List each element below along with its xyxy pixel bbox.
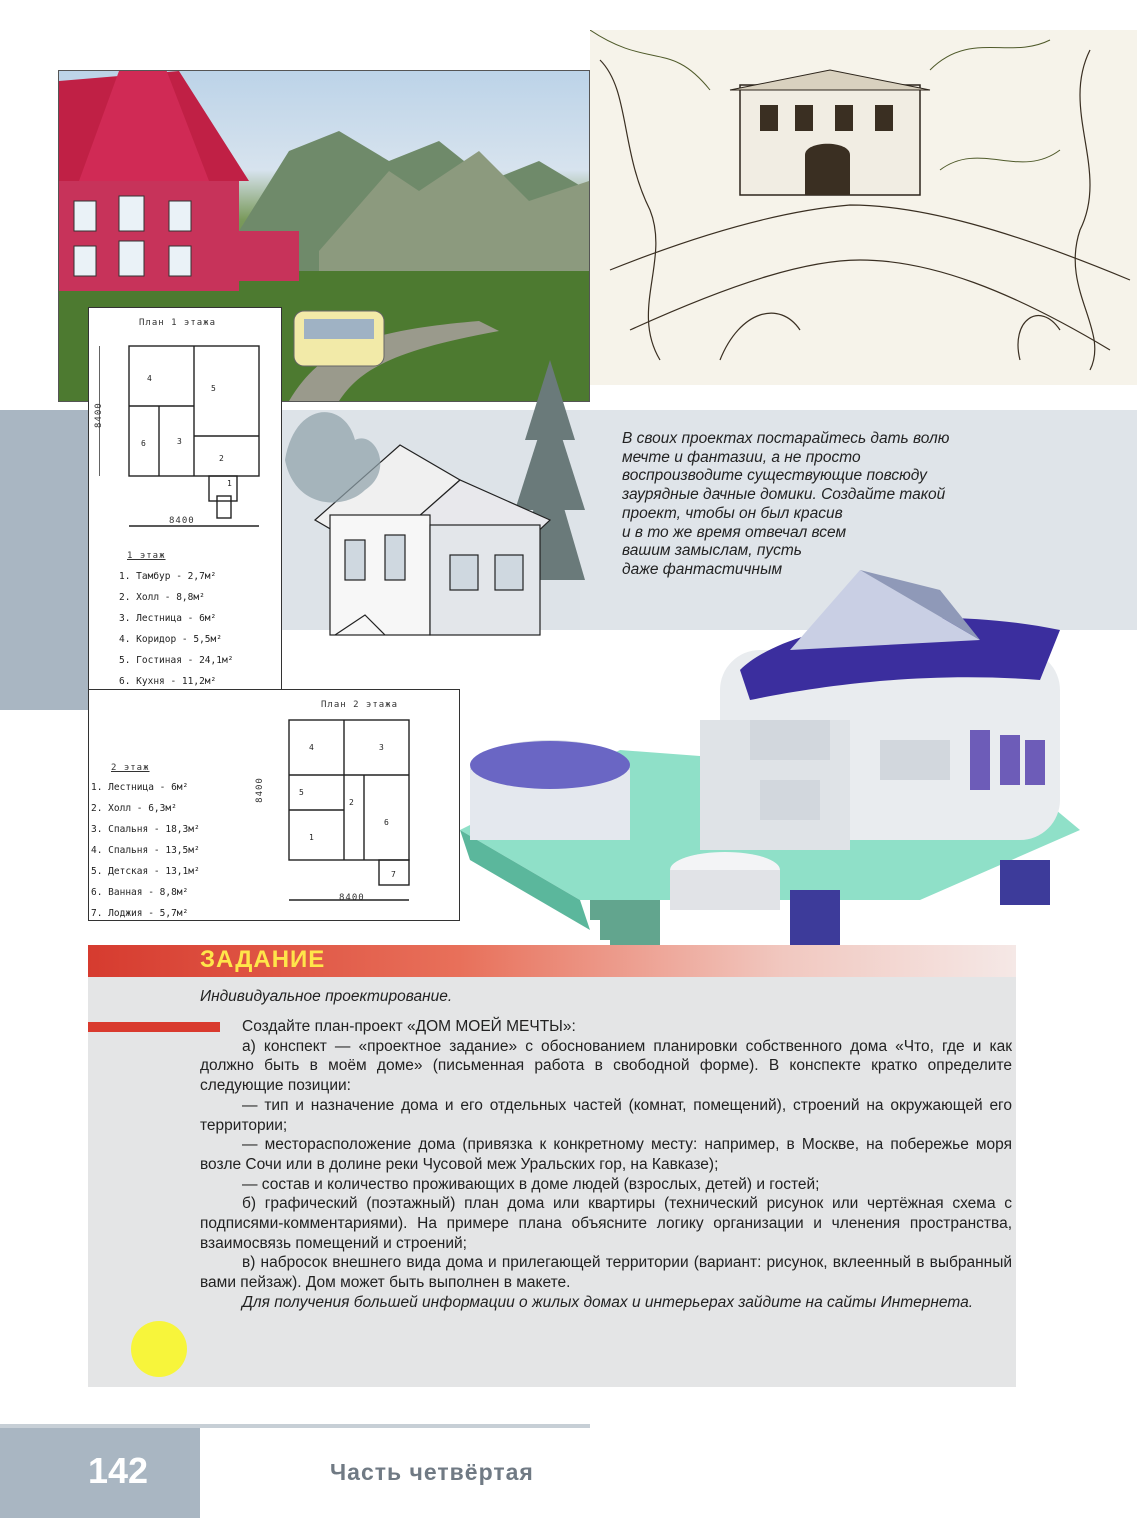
quote-line: и в то же время отвечал всем	[622, 523, 847, 541]
paragraph: — состав и количество проживающих в доме людей (взрослых, детей) и гостей;	[242, 1175, 820, 1193]
list-item: 6. Кухня - 11,2м²	[119, 676, 217, 687]
list-item: 4. Спальня - 13,5м²	[91, 845, 200, 856]
list-item: 4. Коридор - 5,5м²	[119, 634, 222, 645]
list-item: 3. Спальня - 18,3м²	[91, 824, 200, 835]
svg-text:4: 4	[147, 374, 152, 383]
quote-line: В своих проектах постарайтесь дать волю	[622, 430, 950, 447]
part-title: Часть четвёртая	[330, 1459, 534, 1485]
dimension-label: 8400	[169, 516, 195, 526]
room-list-title: 2 этаж	[111, 763, 150, 773]
quote-line: заурядные дачные домики. Создайте такой	[622, 486, 946, 504]
floor-plan-2	[88, 689, 460, 921]
list-item: 3. Лестница - 6м²	[119, 613, 217, 624]
room-list	[91, 777, 200, 924]
list-item: 7. Лоджия - 5,7м²	[91, 908, 189, 919]
page-number: 142	[88, 1450, 149, 1491]
list-item: 5. Гостиная - 24,1м²	[119, 655, 234, 666]
list-item: 2. Холл - 8,8м²	[119, 592, 205, 603]
side-panel	[0, 410, 90, 710]
quote-line: вашим замыслам, пусть	[622, 542, 802, 560]
svg-text:3: 3	[177, 437, 182, 446]
list-item: 6. Ванная - 8,8м²	[91, 887, 189, 898]
quote-line: даже фантастичным	[622, 560, 783, 578]
svg-text:5: 5	[299, 788, 304, 797]
svg-text:2: 2	[349, 798, 354, 807]
villa-sketch	[590, 30, 1137, 385]
yellow-dot-icon	[131, 1321, 187, 1377]
list-item: 5. Детская - 13,1м²	[91, 866, 200, 877]
list-item: 1. Тамбур - 2,7м²	[119, 571, 217, 582]
task-body	[200, 1017, 1012, 1313]
svg-text:7: 7	[391, 870, 396, 879]
quote-line: проект, чтобы он был красив	[622, 504, 843, 522]
svg-text:4: 4	[309, 743, 314, 752]
dimension-label: 8400	[94, 402, 104, 428]
paragraph: а) конспект — «проектное задание» с обоснованием планировки собственного дома «Что, где и как должно быть в моём доме» (письменная работа в свободной форме). В конспекте кратко определите следующие позиции:	[200, 1037, 1012, 1095]
paragraph: — месторасположение дома (привязка к конкретному месту: например, в Москве, на побережье моря возле Сочи или в долине реки Чусовой меж Уральских гор, на Кавказе);	[200, 1136, 1012, 1173]
svg-text:6: 6	[141, 439, 146, 448]
plan-title: План 1 этажа	[139, 318, 217, 328]
svg-text:2: 2	[219, 454, 224, 463]
room-list-title: 1 этаж	[127, 551, 166, 561]
task-title: ЗАДАНИЕ	[200, 946, 326, 973]
quote-line: воспроизводите существующие повсюду	[622, 467, 927, 485]
house-model	[460, 570, 1080, 960]
svg-text:1: 1	[309, 833, 314, 842]
quote-text	[622, 430, 1062, 580]
list-item: 2. Холл - 6,3м²	[91, 803, 177, 814]
dimension-label: 8400	[254, 777, 265, 803]
paragraph: Создайте план-проект «ДОМ МОЕЙ МЕЧТЫ»:	[242, 1018, 576, 1035]
svg-text:1: 1	[227, 479, 232, 488]
list-item: 1. Лестница - 6м²	[91, 782, 189, 793]
svg-text:3: 3	[379, 743, 384, 752]
paragraph: в) набросок внешнего вида дома и прилегающей территории (вариант: рисунок, вклеенный в выбранный вами пейзаж). Дом может быть выполнен в макете.	[200, 1254, 1012, 1292]
svg-text:6: 6	[384, 818, 389, 827]
paragraph: — тип и назначение дома и его отдельных частей (комнат, помещений), строений на окружающей его территории;	[200, 1096, 1012, 1134]
paragraph: б) графический (поэтажный) план дома или квартиры (технический рисунок или чертёжная схема с подписями-комментариями). На примере плана объясните логику организации и членения пространства, взаимосвязь помещений и строений;	[200, 1195, 1012, 1252]
paragraph: Для получения большей информации о жилых домах и интерьерах зайдите на сайты Интернета.	[242, 1293, 974, 1311]
svg-text:5: 5	[211, 384, 216, 393]
plan-title: План 2 этажа	[321, 700, 399, 710]
quote-line: мечте и фантазии, а не просто	[622, 448, 861, 466]
task-subtitle: Индивидуальное проектирование.	[200, 988, 453, 1005]
dimension-label: 8400	[339, 893, 365, 903]
floor-plan-1	[88, 307, 282, 741]
